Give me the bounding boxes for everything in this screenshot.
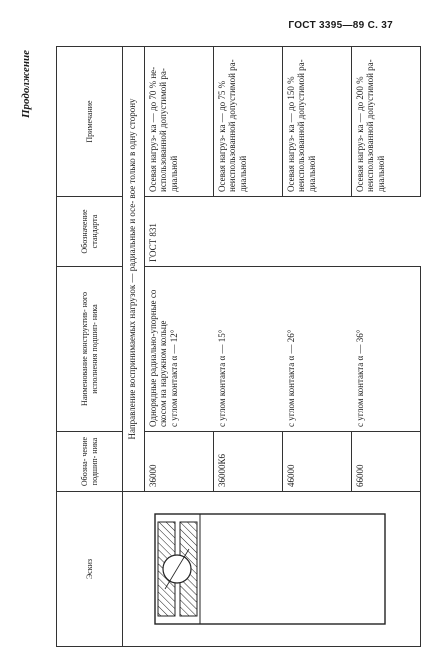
page-header: ГОСТ 3395—89 С. 37 [288,20,393,31]
col-header-standard: Обозначение стандарта [57,197,123,267]
bearing-table [56,46,421,647]
designation-cell-1: 36000К6 [214,432,283,492]
load-direction-row: Направление воспринимаемых нагрузок — радиальные и осе- вое только в одну сторону [123,47,145,492]
rotated-table-stage [56,47,420,647]
col-header-sketch: Эскиз [57,492,123,647]
note-cell-0: Осевая нагруз- ка — до 70 % не- использованной допустимой ра- диальной [145,47,214,197]
design-name-cell-1: с углом контакта α — 15° [214,267,283,432]
note-cell-3: Осевая нагруз- ка — до 200 % неиспользованной допустимой ра- диальной [352,47,421,197]
standard-cell: ГОСТ 831 [145,197,421,267]
col-header-note: Примечание [57,47,123,197]
design-name-cell-3: с углом контакта α — 36° [352,267,421,432]
bearing-sketch-cell [123,492,421,647]
design-name-cell-2: с углом контакта α — 26° [283,267,352,432]
designation-cell-3: 66000 [352,432,421,492]
designation-cell-2: 46000 [283,432,352,492]
angle-text-0: с углом контакта α — 12° [168,329,179,427]
note-cell-2: Осевая нагруз- ка — до 150 % неиспользованной допустимой ра- диальной [283,47,352,197]
continuation-label: Продолжение [20,49,32,119]
designation-cell-0: 36000 [145,432,214,492]
note-cell-1: Осевая нагруз- ка — до 75 % неиспользованной допустимой ра- диальной [214,47,283,197]
design-group-text: Однорядные радиально-упорные со скосом на наружном кольце [148,289,169,427]
bearing-sketch [125,494,415,644]
col-header-designation: Обозна- чение подшип- ника [57,432,123,492]
design-name-cell-0 [145,267,214,432]
col-header-design-name: Наименование конструктив- ного исполнения подшип- ника [57,267,123,432]
